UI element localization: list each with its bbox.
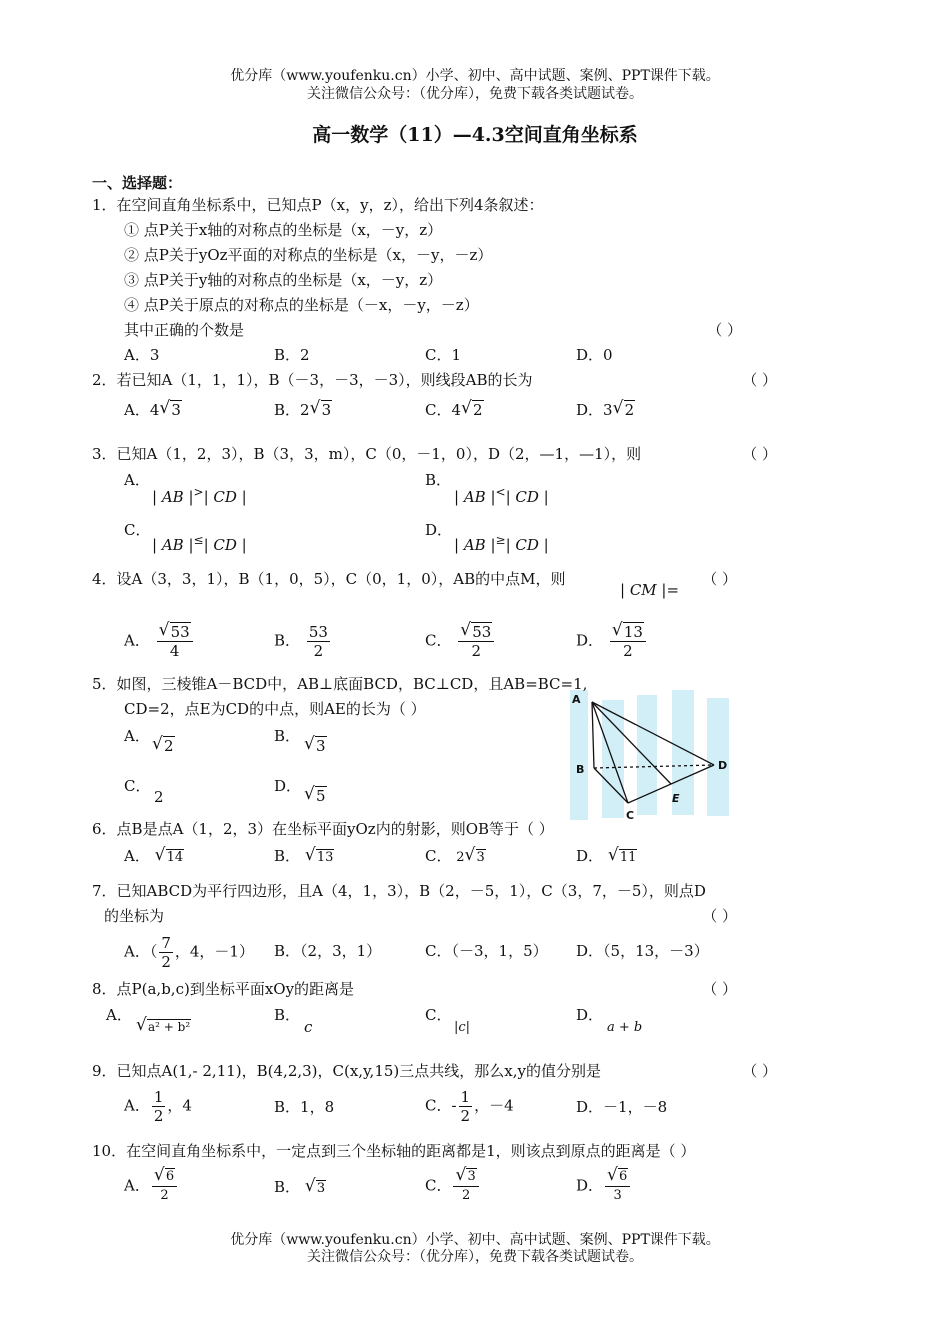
footer-line-2: 关注微信公众号：（优分库），免费下载各类试题试卷。: [307, 1249, 643, 1265]
q6-stem: 6．点B是点A（1，2，3）在坐标平面yOz内的射影，则OB等于（ ）: [92, 820, 554, 838]
q7-stem-1: 7．已知ABCD为平行四边形，且A（4，1，3），B（2，－5，1），C（3，7，－5），则点D: [92, 882, 706, 900]
q5-option-a-val: √ 2: [152, 737, 175, 756]
q10-option-c: C． √ $\frac{3}{2}$: [425, 1168, 481, 1205]
q2-a-coef: A．4: [124, 401, 160, 419]
sqrt-sign: √ 3: [159, 401, 182, 420]
q3-option-a-label: A．: [124, 471, 150, 489]
q6-option-d: D． √ 11: [576, 847, 637, 867]
q5-stem-2: CD=2，点E为CD的中点，则AE的长为（ ）: [124, 700, 426, 718]
answer-paren: （ ）: [702, 570, 737, 588]
question-9: [92, 1062, 792, 1132]
q8-option-a-val: √ a² + b²: [136, 1018, 191, 1037]
q4-option-b: B． $\frac{53}{2}$: [274, 623, 328, 660]
q3-stem: 3．已知A（1，2，3），B（3，3，m），C（0，－1，0），D（2，—1，—1），则: [92, 445, 642, 463]
q8-option-c-val: |c|: [454, 1020, 471, 1035]
q9-option-b: B．1，8: [274, 1098, 335, 1116]
page-title: 高一数学（11）—4.3空间直角坐标系: [312, 124, 638, 146]
q8-option-d-label: D．: [576, 1006, 604, 1024]
question-8: [92, 980, 792, 1040]
q8-option-c-label: C．: [425, 1006, 452, 1024]
q10-option-d: D． √ $\frac{6}{3}$: [576, 1168, 632, 1205]
q8-option-b-val: c: [304, 1018, 313, 1036]
q5-option-c-val: 2: [154, 788, 164, 806]
q9-option-c: C．- $\frac{1}{2}$ ，－4: [425, 1088, 514, 1125]
q7-option-b: B．（2，3，1）: [274, 942, 382, 960]
answer-paren: （ ）: [707, 321, 742, 339]
answer-paren: （ ）: [742, 445, 777, 463]
question-6: [92, 820, 792, 870]
q1-ask: 其中正确的个数是: [124, 321, 245, 339]
q8-option-b-label: B．: [274, 1006, 301, 1024]
q5-option-d-label: D．: [274, 777, 302, 795]
sqrt-sign: √ 3: [310, 401, 333, 420]
q5-option-c-label: C．: [124, 777, 151, 795]
q4-option-d: D． √ $\frac{13}{2}$: [576, 623, 648, 660]
question-3: [92, 445, 792, 555]
q2-option-a: [124, 401, 182, 420]
q1-option-d: D．0: [576, 346, 613, 364]
q3-option-c-label: C．: [124, 521, 151, 539]
section-heading: 一、选择题：: [92, 174, 183, 192]
q1-option-b: B．2: [274, 346, 310, 364]
q1-stem: 1．在空间直角坐标系中，已知点P（x，y，z），给出下列4条叙述：: [92, 196, 544, 214]
q9-option-a: A． $\frac{1}{2}$ ，4: [124, 1088, 192, 1125]
q1-statement-4: ④ 点P关于原点的对称点的坐标是（－x，－y，－z）: [124, 296, 479, 314]
q2-option-b: [274, 401, 332, 420]
q9-stem: 9．已知点A(1,- 2,11)，B(4,2,3)，C(x,y,15)三点共线，那么x,y的值分别是: [92, 1062, 601, 1080]
question-1: [92, 196, 792, 366]
q2-stem: 2．若已知A（1，1，1），B（－3，－3，－3），则线段AB的长为: [92, 371, 533, 389]
vertex-label-c: C: [626, 809, 635, 822]
question-7: [92, 882, 792, 977]
sqrt-sign: √ 2: [613, 401, 636, 420]
q3-option-d-expr: | AB |≥| CD |: [454, 533, 549, 554]
q3-option-b-label: B．: [425, 471, 452, 489]
question-2: [92, 371, 792, 431]
q8-option-a-label: A．: [106, 1006, 132, 1024]
footer-line-1: 优分库（www.youfenku.cn）小学、初中、高中试题、案例、PPT课件下载。: [230, 1232, 720, 1248]
q5-option-d-val: √ 5: [304, 787, 327, 806]
q10-option-a: A． √ $\frac{6}{2}$: [124, 1168, 179, 1205]
q8-stem: 8．点P(a,b,c)到坐标平面xOy的距离是: [92, 980, 355, 998]
q2-c-coef: C．4: [425, 401, 462, 419]
q1-statement-3: ③ 点P关于y轴的对称点的坐标是（x，－y，z）: [124, 271, 443, 289]
q6-option-b: B． √ 13: [274, 847, 334, 867]
q5-option-b-val: √ 3: [304, 737, 327, 756]
q2-option-d: [576, 401, 635, 420]
q9-option-d: D．－1，－8: [576, 1098, 668, 1116]
q7-option-a: A．（ $\frac{7}{2}$ ，4，－1）: [124, 934, 254, 971]
q5-stem-1: 5．如图，三棱锥A－BCD中，AB⊥底面BCD，BC⊥CD，且AB=BC=1,: [92, 675, 588, 693]
q7-option-c: C．（－3，1，5）: [425, 942, 548, 960]
question-10: [92, 1142, 792, 1212]
sqrt-sign: √ 2: [461, 401, 484, 420]
q3-option-d-label: D．: [425, 521, 453, 539]
vertex-label-a: A: [572, 693, 581, 706]
answer-paren: （ ）: [702, 980, 737, 998]
tetrahedron-figure: [562, 690, 742, 830]
q5-option-a-label: A．: [124, 727, 150, 745]
q1-statement-1: ① 点P关于x轴的对称点的坐标是（x，－y，z）: [124, 221, 443, 239]
vertex-label-d: D: [718, 759, 728, 772]
answer-paren: （ ）: [702, 907, 737, 925]
q6-option-c: C． 2√ 3: [425, 847, 486, 867]
q4-option-c: C． √ $\frac{53}{2}$: [425, 623, 496, 660]
q10-option-b: B． √ 3: [274, 1178, 326, 1198]
q3-option-b-expr: | AB |<| CD |: [454, 485, 549, 506]
q4-option-a: A． √ $\frac{53}{4}$: [124, 623, 195, 660]
q3-option-a-expr: | AB |>| CD |: [152, 485, 247, 506]
question-4: [92, 570, 792, 675]
vertex-label-b: B: [576, 763, 585, 776]
q7-stem-2: 的坐标为: [104, 907, 165, 925]
q1-option-c: C．1: [425, 346, 462, 364]
q2-d-coef: D．3: [576, 401, 613, 419]
q2-b-coef: B．2: [274, 401, 310, 419]
q2-option-c: [425, 401, 484, 420]
q1-statement-2: ② 点P关于yOz平面的对称点的坐标是（x，－y，－z）: [124, 246, 493, 264]
q10-stem: 10．在空间直角坐标系中，一定点到三个坐标轴的距离都是1，则该点到原点的距离是（ ）: [92, 1142, 696, 1160]
header-line-2: 关注微信公众号：（优分库），免费下载各类试题试卷。: [307, 86, 643, 102]
q3-option-c-expr: | AB |≤| CD |: [152, 533, 247, 554]
q8-option-d-val: a + b: [607, 1020, 643, 1035]
vertex-label-e: E: [672, 792, 680, 805]
q6-option-a: A． √ 14: [124, 847, 184, 867]
q7-option-d: D．（5，13，－3）: [576, 942, 709, 960]
header-line-1: 优分库（www.youfenku.cn）小学、初中、高中试题、案例、PPT课件下载。: [230, 68, 720, 84]
q4-cm-expr: | CM |=: [620, 581, 680, 599]
q1-option-a: A．3: [124, 346, 160, 364]
q5-option-b-label: B．: [274, 727, 301, 745]
answer-paren: （ ）: [742, 371, 777, 389]
answer-paren: （ ）: [742, 1062, 777, 1080]
q4-stem: 4．设A（3，3，1），B（1，0，5），C（0，1，0），AB的中点M，则: [92, 570, 566, 588]
